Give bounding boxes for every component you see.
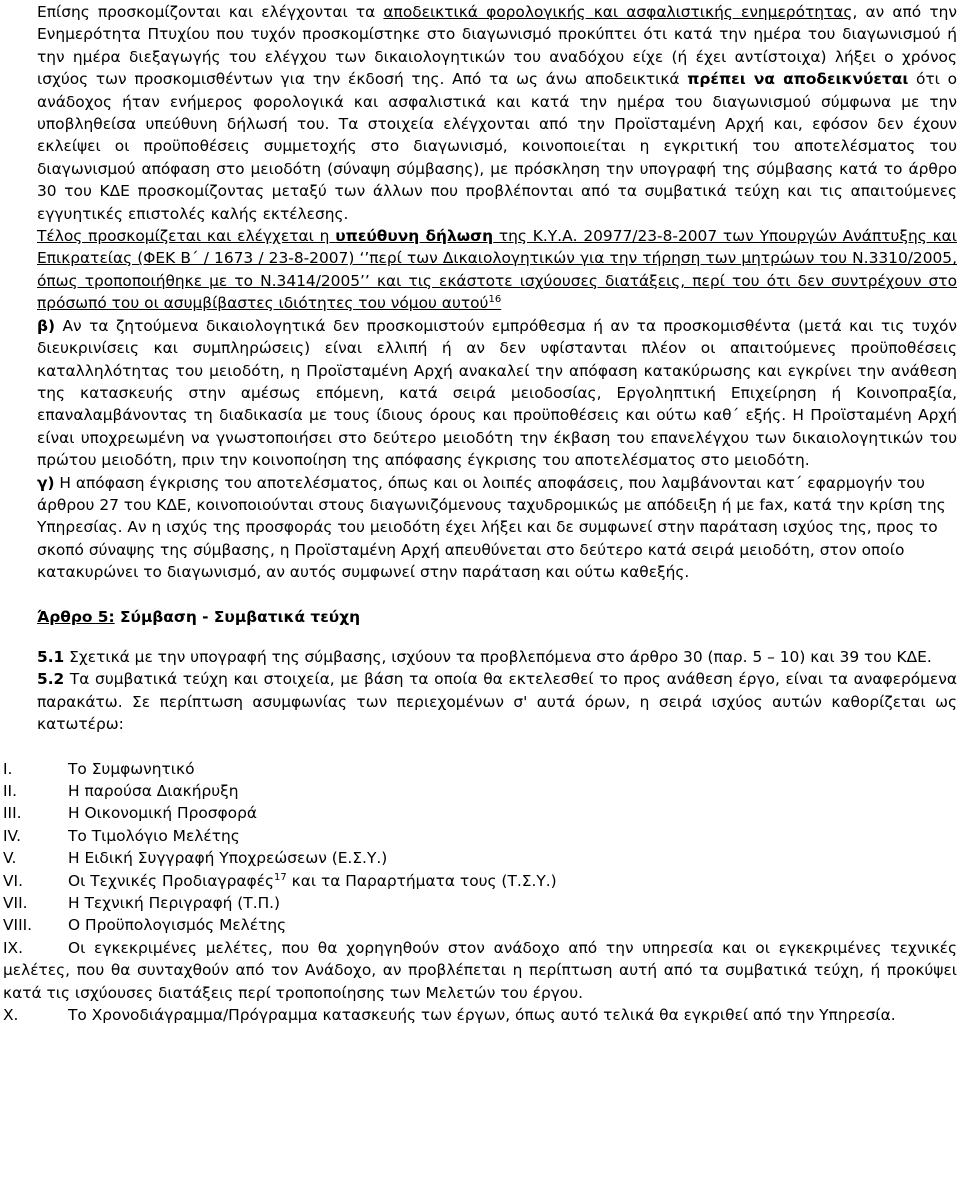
list-item <box>0 1004 957 1026</box>
list-item <box>0 780 960 802</box>
text: , αν από την Ενημερότητα Πτυχίου που τυχόν προσκομίστηκε στο διαγωνισμό προκύπτει ότι κατά την ημέρα του διαγωνισμού ή την ημέρα διεξαγωγής του ελέγχου των δικαιολογητικών του αναδόχου είχε (ή έχει αντίστοιχα) λήξει ο χρόνος ισχύος των προσκομισθέντων για την έκδοσή της. Από τα ως άνω αποδεικτικά <box>37 3 957 89</box>
text: Αν τα ζητούμενα δικαιολογητικά δεν προσκομιστούν εμπρόθεσμα ή αν τα προσκομισθέντα (μετά και τις τυχόν διευκρινίσεις και συμπληρώσεις) είναι ελλιπή ή αν δεν υφίστανται πλέον οι απαιτούμενες προϋποθέσεις καταλληλότητας του μειοδότη, η Προϊσταμένη Αρχή ανακαλεί την απόφαση κατακύρωσης και εγκρίνει την ανάθεση της κατασκευής στην αμέσως επόμενη, κατά σειρά μειοδοσίας, Εργοληπτική Επιχείρηση ή Κοινοπραξία, επαναλαμβάνοντας τη διαδικασία με τους ίδιους όρους και προϋποθέσεις και ούτω καθ΄ εξής. Η Προϊσταμένη Αρχή είναι υποχρεωμένη να γνωστοποιήσει στο δεύτερο μειοδότη την έκβαση του επανελέγχου των δικαιολογητικών του πρώτου μειοδότη, πριν την κοινοποίηση της απόφασης έγκρισης του αποτελέσματος στο μειοδότη. <box>37 316 957 470</box>
list-item <box>0 847 960 869</box>
text: ότι ο ανάδοχος ήταν ενήμερος φορολογικά και ασφαλιστικά και κατά την ημέρα του διαγωνισμού σύμφωνα με την υποβληθείσα υπεύθυνη δήλωσή του. Τα στοιχεία ελέγχονται από την Προϊσταμένη Αρχή και, εφόσον δεν έχουν εκλείψει οι προϋποθέσεις συμμετοχής στο διαγωνισμό, κοινοποιείται η εγκριτική του αποτελέσματος του διαγωνισμού απόφαση στο μειοδότη (σύναψη σύμβασης), με πρόσκληση την υπογραφή της σύμβασης κατά το άρθρο 30 του ΚΔΕ προσκομίζοντας μεταξύ των άλλων που προβλέπονται από τα συμβατικά τεύχη και τις απαιτούμενες εγγυητικές επιστολές καλής εκτέλεσης. <box>37 70 957 223</box>
list-number: IV. <box>3 826 21 845</box>
bold-phrase: υπεύθυνη δήλωση <box>335 227 494 246</box>
footnote-ref: 16 <box>488 294 502 306</box>
list-text: Οι Τεχνικές Προδιαγραφές <box>68 871 275 890</box>
list-text-after: και τα Παραρτήματα τους (Τ.Σ.Υ.) <box>286 871 557 890</box>
list-text: Η παρούσα Διακήρυξη <box>68 782 239 800</box>
list-text: Η Τεχνική Περιγραφή (Τ.Π.) <box>68 894 281 913</box>
list-number: IX. <box>3 938 23 957</box>
contract-documents-list <box>0 758 960 1027</box>
list-number: II. <box>3 782 17 800</box>
list-item <box>0 937 957 1004</box>
list-text: Το Συμφωνητικό <box>68 759 195 778</box>
list-number: I. <box>3 759 13 778</box>
list-number: VI. <box>3 871 23 890</box>
paragraph-tax-insurance-certificates <box>37 1 957 225</box>
paragraph-5-2 <box>37 668 957 735</box>
article-title: Σύμβαση - Συμβατικά τεύχη <box>114 607 361 626</box>
list-text: Οι εγκεκριμένες μελέτες, που θα χορηγηθούν στον ανάδοχο από την υπηρεσία και οι εγκεκριμένες τεχνικές μελέτες, που θα συνταχθούν από τον Ανάδοχο, αν προβλέπεται η περίπτωση αυτή από τα συμβατικά τεύχη, ή προκύψει κατά τις ισχύουσες διατάξεις περί τροποποίησης των Μελετών του έργου. <box>3 938 957 1002</box>
list-text: Το Τιμολόγιο Μελέτης <box>68 826 240 845</box>
list-item <box>0 914 960 936</box>
list-text: Η Ειδική Συγγραφή Υποχρεώσεων (Ε.Σ.Υ.) <box>68 849 388 868</box>
section-number: 5.1 <box>37 647 65 666</box>
text: Τέλος προσκομίζεται και ελέγχεται η <box>37 227 336 246</box>
list-number: X. <box>3 1006 19 1025</box>
list-number: VIII. <box>3 916 33 935</box>
list-text: Το Χρονοδιάγραμμα/Πρόγραμμα κατασκευής των έργων, όπως αυτό τελικά θα εγκριθεί από την Υπηρεσία. <box>68 1006 896 1025</box>
bold-phrase: πρέπει να αποδεικνύεται <box>687 70 909 89</box>
paragraph-5-1 <box>37 646 957 668</box>
list-item <box>0 892 960 914</box>
text: Η απόφαση έγκρισης του αποτελέσματος, όπως και οι λοιπές αποφάσεις, που λαμβάνονται κατ΄ εφαρμογήν του άρθρου 27 του ΚΔΕ, κοινοποιούνται στους διαγωνιζόμενους ταχυδρομικώς με απόδειξη ή με fax, κατά την κρίση της Υπηρεσίας. Αν η ισχύς της προσφοράς του μειοδότη έχει λήξει και δε συμφωνεί στην παράταση ισχύος της, προς το σκοπό σύναψης της σύμβασης, η Προϊσταμένη Αρχή απευθύνεται στο δεύτερο κατά σειρά μειοδότη, στον οποίο κατακυρώνει το διαγωνισμό, αν αυτός συμφωνεί στην παράταση και ούτω καθεξής. <box>37 473 946 582</box>
list-text-wrap <box>68 870 960 892</box>
text: Τα συμβατικά τεύχη και στοιχεία, με βάση τα οποία θα εκτελεσθεί το προς ανάθεση έργο, είναι τα αναφερόμενα παρακάτω. Σε περίπτωση ασυμφωνίας των περιεχομένων σ' αυτά όρων, η σειρά ισχύος αυτών καθορίζεται ως κατωτέρω: <box>37 670 957 734</box>
paragraph-label: γ) <box>37 473 55 492</box>
list-item <box>0 758 960 780</box>
list-number: VII. <box>3 894 28 913</box>
paragraph-solemn-declaration <box>37 225 957 315</box>
text: Σχετικά με την υπογραφή της σύμβασης, ισχύουν τα προβλεπόμενα στο άρθρο 30 (παρ. 5 – 10) και 39 του ΚΔΕ. <box>64 647 932 666</box>
list-item <box>0 802 960 824</box>
list-text: Ο Προϋπολογισμός Μελέτης <box>68 916 287 935</box>
article-heading <box>37 606 960 628</box>
list-item <box>0 870 960 892</box>
list-text: Η Οικονομική Προσφορά <box>68 804 258 823</box>
underlined-phrase: αποδεικτικά φορολογικής και ασφαλιστικής ενημερότητας <box>383 3 853 21</box>
paragraph-c <box>37 472 957 584</box>
spacer <box>0 584 960 606</box>
list-item <box>0 825 960 847</box>
section-number: 5.2 <box>37 670 65 689</box>
spacer <box>0 628 960 646</box>
list-number: V. <box>3 849 17 868</box>
list-number: III. <box>3 804 22 823</box>
footnote-ref: 17 <box>274 871 287 883</box>
spacer <box>0 736 960 758</box>
paragraph-b <box>37 315 957 472</box>
text: της Κ.Υ.Α. 20977/23-8-2007 των Υπουργών Ανάπτυξης και Επικρατείας (ΦΕΚ Β΄ / 1673 / 23-8-2007) ‘’περί των Δικαιολογητικών για την τήρηση των μητρώων του Ν.3310/2005, όπως τροποποιήθηκε με το Ν.3414/2005’’ και τις εκάστοτε ισχύουσες διατάξεις, περί του ότι δεν συντρέχουν στο πρόσωπό του οι ασυμβίβαστες ιδιότητες του νόμου αυτού <box>37 227 958 313</box>
article-number: Άρθρο 5: <box>37 607 115 626</box>
text: Επίσης προσκομίζονται και ελέγχονται τα <box>37 3 384 21</box>
paragraph-label: β) <box>37 316 56 335</box>
